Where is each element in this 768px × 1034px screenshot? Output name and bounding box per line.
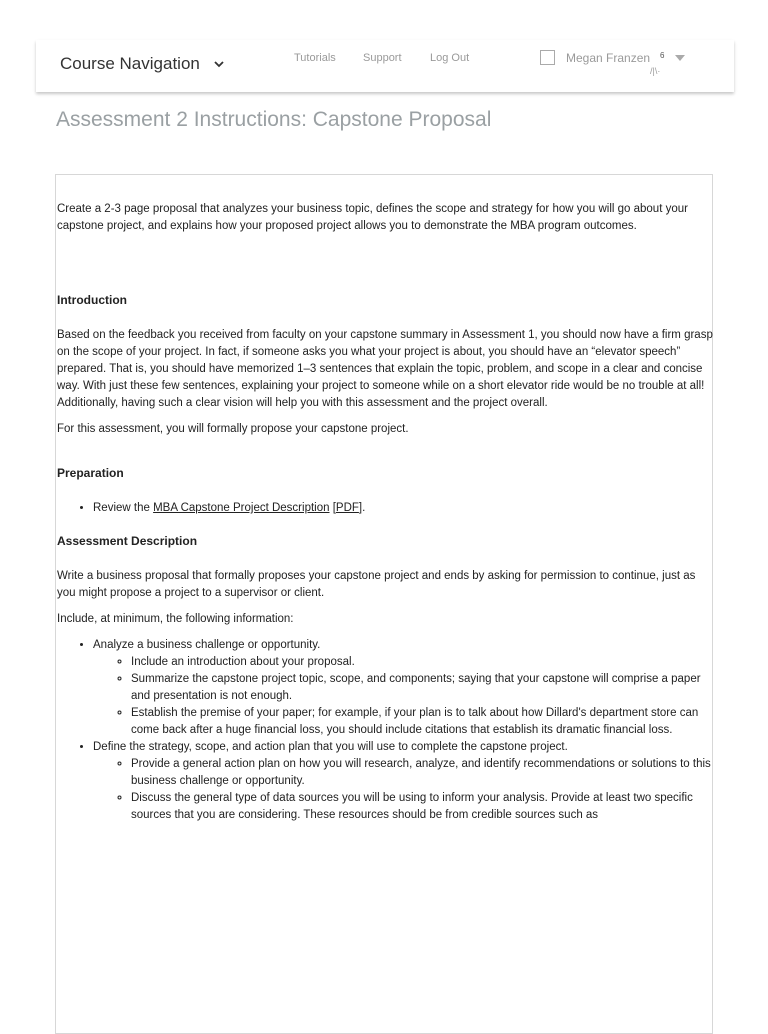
pdf-link[interactable]: PDF [335, 502, 359, 514]
intro-paragraph: Create a 2-3 page proposal that analyzes your business topic, defines the scope and strategy for how you will go about your capstone project, and explains how your proposed project allows you to demonstrate the MBA program outcomes. [57, 203, 688, 232]
introduction-paragraph-1: Based on the feedback you received from faculty on your capstone summary in Assessment 1, you should now have a firm grasp on the scope of your project. In fact, if someone asks you what your project is about, you should have an “elevator speech” prepared. That is, you should have memorized 1–3 sentences that explain the topic, problem, and scope in a clear and concise way. With just these few sentences, explaining your project to someone while on a short elevator ride would be no trouble at all! Additionally, having such a clear vision will help you with this assessment and the project overall. [57, 329, 713, 409]
preparation-heading: Preparation [57, 466, 124, 480]
assessment-content [57, 201, 713, 824]
list-item [93, 500, 713, 517]
list-item: ◦ Discuss the general type of data sources you will be using to inform your analysis. Provide at least two specific sources that you are considering. These resources should be from credible sources such as [131, 790, 713, 824]
list-item: ◦ Include an introduction about your proposal. [131, 654, 713, 671]
list-item: ◦ Establish the premise of your paper; for example, if your plan is to talk about how Dillard's department store can come back after a huge financial loss, you should include citations that establish its dramatic financial loss. [131, 705, 713, 739]
tutorials-link[interactable]: Tutorials [294, 52, 336, 64]
assessment-description-paragraph-2: Include, at minimum, the following information: [57, 613, 294, 625]
chevron-down-icon [212, 57, 226, 71]
bracket-open-text: [ [329, 502, 336, 514]
list-item [93, 637, 713, 739]
requirement-text: Analyze a business challenge or opportunity. [93, 639, 321, 651]
course-navigation-label: Course Navigation [60, 54, 200, 73]
preparation-list [57, 500, 713, 517]
bracket-close-text: ]. [358, 502, 366, 514]
sub-requirements-list [93, 756, 713, 824]
mba-capstone-description-link[interactable]: MBA Capstone Project Description [153, 502, 330, 514]
assessment-content-panel [55, 174, 713, 1034]
user-checkbox[interactable] [540, 50, 555, 65]
loading-spinner-icon: /|\· [650, 66, 661, 76]
user-menu[interactable] [540, 50, 685, 65]
introduction-heading: Introduction [57, 293, 127, 307]
log-out-link[interactable]: Log Out [430, 52, 470, 64]
user-name: Megan Franzen [566, 50, 651, 65]
caret-down-icon[interactable] [675, 55, 685, 61]
page-title: Assessment 2 Instructions: Capstone Proposal [56, 108, 492, 131]
support-link[interactable]: Support [363, 52, 402, 64]
assessment-description-paragraph-1: Write a business proposal that formally proposes your capstone project and ends by asking for permission to continue, just as you might propose a project to a supervisor or client. [57, 570, 696, 599]
assessment-description-heading: Assessment Description [57, 534, 198, 548]
list-item [93, 739, 713, 824]
preparation-item-text: Review the [93, 502, 154, 514]
course-navigation-menu[interactable] [60, 54, 226, 74]
list-item: ◦ Provide a general action plan on how you will research, analyze, and identify recommendations or solutions to this business challenge or opportunity. [131, 756, 713, 790]
introduction-paragraph-2: For this assessment, you will formally propose your capstone project. [57, 423, 409, 435]
top-navigation-bar [36, 40, 734, 92]
notification-badge: 6 [660, 51, 665, 60]
requirement-text: Define the strategy, scope, and action plan that you will use to complete the capstone project. [93, 741, 568, 753]
requirements-list [57, 637, 713, 824]
list-item: ◦ Summarize the capstone project topic, scope, and components; saying that your capstone will comprise a paper and presentation is not enough. [131, 671, 713, 705]
sub-requirements-list [93, 654, 713, 739]
